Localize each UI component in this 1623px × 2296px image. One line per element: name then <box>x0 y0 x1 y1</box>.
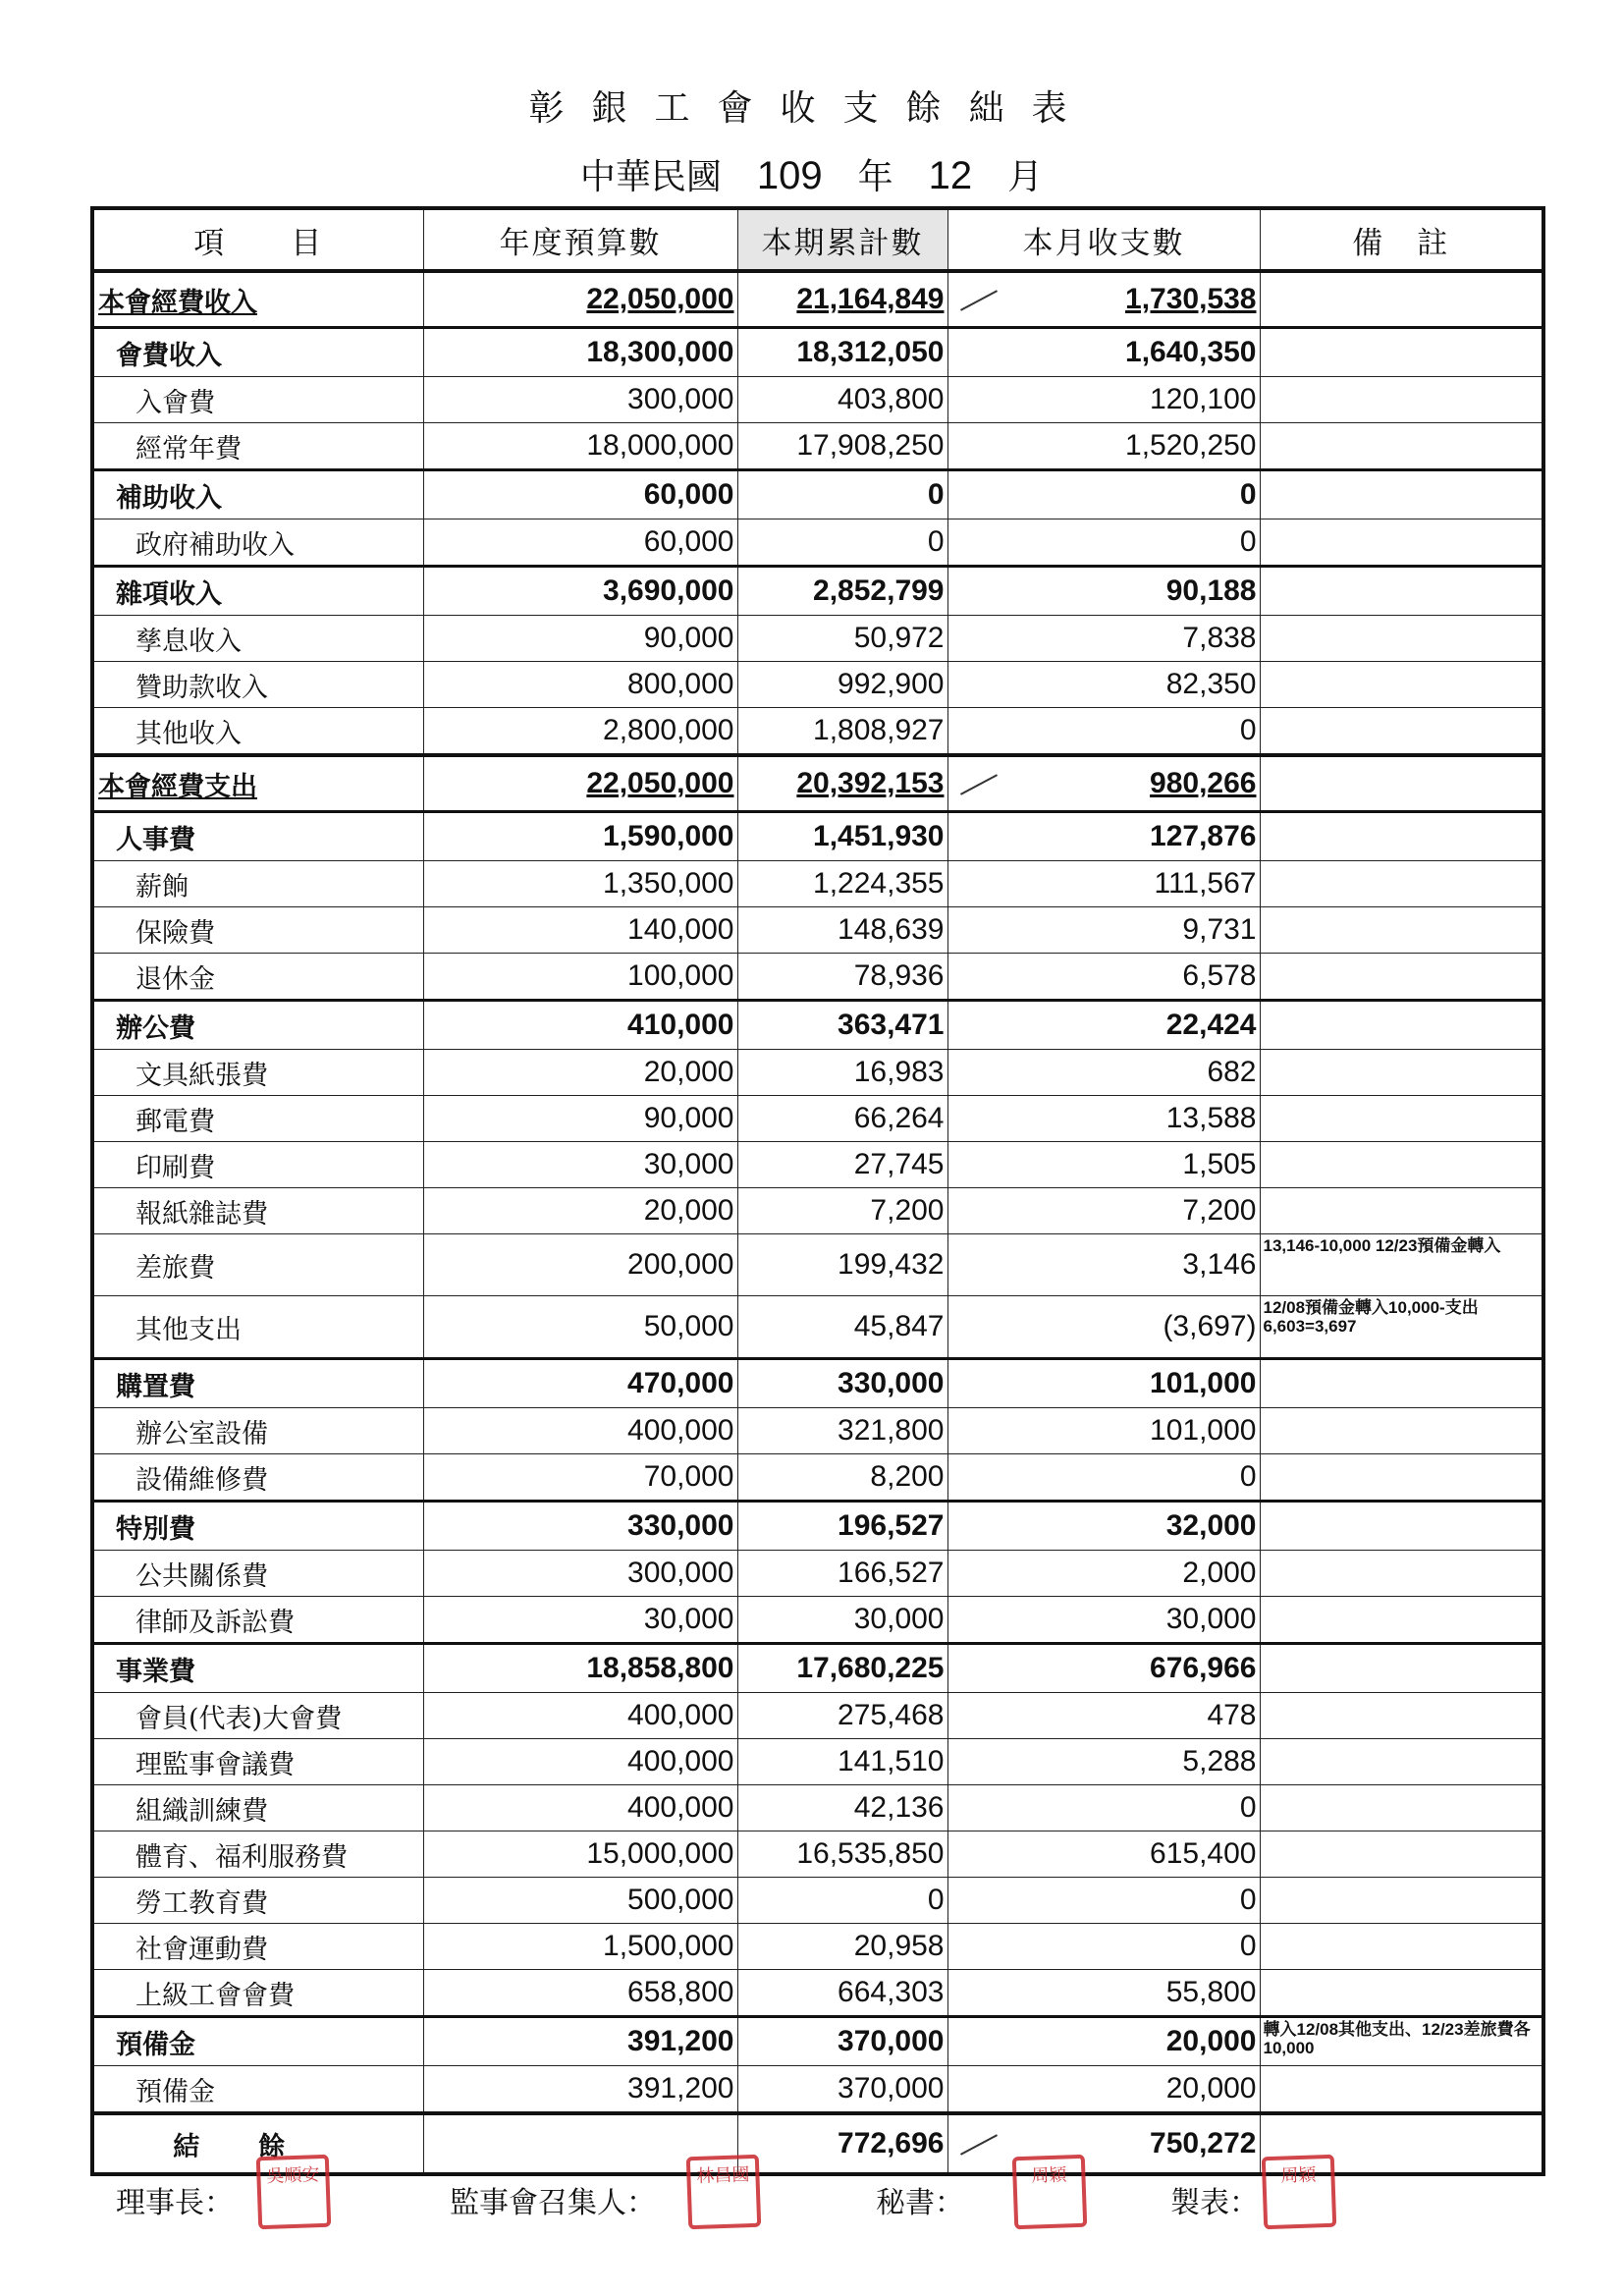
row-month: (3,697) <box>947 1296 1260 1359</box>
row-note <box>1260 519 1543 567</box>
row-budget: 1,500,000 <box>423 1924 737 1970</box>
row-cumulative: 20,958 <box>737 1924 947 1970</box>
row-note <box>1260 861 1543 907</box>
row-label: 事業費 <box>92 1644 423 1693</box>
row-budget: 22,050,000 <box>423 271 737 328</box>
row-note <box>1260 1050 1543 1096</box>
row-budget: 50,000 <box>423 1296 737 1359</box>
row-label: 郵電費 <box>92 1096 423 1142</box>
row-budget: 90,000 <box>423 616 737 662</box>
income-expense-table <box>90 206 1545 2176</box>
period-month-label: 月 <box>1007 157 1044 197</box>
seal-supervisor: 林昌國 <box>686 2155 762 2230</box>
row-cumulative: 7,200 <box>737 1188 947 1234</box>
row-month: 615,400 <box>947 1831 1260 1878</box>
row-month: 13,588 <box>947 1096 1260 1142</box>
row-month: 0 <box>947 1454 1260 1502</box>
row-note <box>1260 1924 1543 1970</box>
row-note <box>1260 1502 1543 1551</box>
row-label: 文具紙張費 <box>92 1050 423 1096</box>
row-month: 0 <box>947 519 1260 567</box>
row-label: 本會經費支出 <box>92 755 423 812</box>
table-row <box>92 1739 1543 1785</box>
row-budget: 330,000 <box>423 1502 737 1551</box>
row-note <box>1260 2066 1543 2114</box>
row-note <box>1260 423 1543 470</box>
row-label: 律師及訴訟費 <box>92 1597 423 1644</box>
table-row <box>92 567 1543 616</box>
row-note <box>1260 1096 1543 1142</box>
row-note <box>1260 271 1543 328</box>
row-budget: 18,000,000 <box>423 423 737 470</box>
row-month: 3,146 <box>947 1234 1260 1296</box>
table-row <box>92 662 1543 708</box>
row-cumulative: 66,264 <box>737 1096 947 1142</box>
row-label: 預備金 <box>92 2017 423 2066</box>
row-label: 社會運動費 <box>92 1924 423 1970</box>
row-month: 1,640,350 <box>947 328 1260 377</box>
row-note <box>1260 1644 1543 1693</box>
row-budget: 391,200 <box>423 2066 737 2114</box>
table-row <box>92 423 1543 470</box>
row-budget: 500,000 <box>423 1878 737 1924</box>
row-label: 退休金 <box>92 954 423 1001</box>
table-row <box>92 1359 1543 1408</box>
row-budget: 100,000 <box>423 954 737 1001</box>
row-month: 0 <box>947 1924 1260 1970</box>
row-cumulative: 50,972 <box>737 616 947 662</box>
row-month: 7,838 <box>947 616 1260 662</box>
table-row <box>92 1142 1543 1188</box>
row-label: 特別費 <box>92 1502 423 1551</box>
row-budget: 30,000 <box>423 1142 737 1188</box>
row-note <box>1260 812 1543 861</box>
row-cumulative: 275,468 <box>737 1693 947 1739</box>
row-cumulative: 992,900 <box>737 662 947 708</box>
row-month: 478 <box>947 1693 1260 1739</box>
row-month: 1,505 <box>947 1142 1260 1188</box>
header-cumulative: 本期累計數 <box>737 208 947 271</box>
row-label: 辦公費 <box>92 1001 423 1050</box>
row-label: 報紙雜誌費 <box>92 1188 423 1234</box>
row-budget: 300,000 <box>423 1551 737 1597</box>
row-note <box>1260 1693 1543 1739</box>
table-row <box>92 1878 1543 1924</box>
row-cumulative: 321,800 <box>737 1408 947 1454</box>
row-label: 差旅費 <box>92 1234 423 1296</box>
row-note <box>1260 377 1543 423</box>
row-cumulative: 1,451,930 <box>737 812 947 861</box>
row-month: 55,800 <box>947 1970 1260 2017</box>
row-label: 組織訓練費 <box>92 1785 423 1831</box>
table-row <box>92 1597 1543 1644</box>
row-budget: 3,690,000 <box>423 567 737 616</box>
row-month: 127,876 <box>947 812 1260 861</box>
row-cumulative: 30,000 <box>737 1597 947 1644</box>
row-note <box>1260 1831 1543 1878</box>
row-cumulative: 330,000 <box>737 1359 947 1408</box>
row-label: 體育、福利服務費 <box>92 1831 423 1878</box>
row-note: 13,146-10,000 12/23預備金轉入 <box>1260 1234 1543 1296</box>
row-note <box>1260 470 1543 519</box>
table-row <box>92 1502 1543 1551</box>
table-row <box>92 519 1543 567</box>
row-cumulative: 664,303 <box>737 1970 947 2017</box>
document-title: 彰銀工會收支餘絀表 <box>528 88 1095 129</box>
header-item: 項 目 <box>92 208 423 271</box>
row-budget: 400,000 <box>423 1693 737 1739</box>
row-cumulative: 370,000 <box>737 2066 947 2114</box>
row-budget: 90,000 <box>423 1096 737 1142</box>
row-budget: 470,000 <box>423 1359 737 1408</box>
row-note <box>1260 1188 1543 1234</box>
row-note <box>1260 1359 1543 1408</box>
table-row <box>92 1296 1543 1359</box>
row-month: 32,000 <box>947 1502 1260 1551</box>
table-row <box>92 1970 1543 2017</box>
row-budget: 60,000 <box>423 519 737 567</box>
row-month: 30,000 <box>947 1597 1260 1644</box>
row-budget: 70,000 <box>423 1454 737 1502</box>
row-label: 結餘 <box>92 2113 423 2174</box>
row-budget: 20,000 <box>423 1050 737 1096</box>
table-row <box>92 1096 1543 1142</box>
row-cumulative: 27,745 <box>737 1142 947 1188</box>
row-budget: 400,000 <box>423 1739 737 1785</box>
row-cumulative: 1,808,927 <box>737 708 947 756</box>
row-cumulative: 78,936 <box>737 954 947 1001</box>
row-label: 政府補助收入 <box>92 519 423 567</box>
row-cumulative: 45,847 <box>737 1296 947 1359</box>
table-row <box>92 271 1543 328</box>
row-label: 保險費 <box>92 907 423 954</box>
row-cumulative: 772,696 <box>737 2113 947 2174</box>
table-row <box>92 1551 1543 1597</box>
table-row <box>92 861 1543 907</box>
row-note <box>1260 1142 1543 1188</box>
row-label: 人事費 <box>92 812 423 861</box>
row-note <box>1260 662 1543 708</box>
row-cumulative: 196,527 <box>737 1502 947 1551</box>
table-row <box>92 1831 1543 1878</box>
row-month: 22,424 <box>947 1001 1260 1050</box>
table-row <box>92 470 1543 519</box>
row-budget: 22,050,000 <box>423 755 737 812</box>
table-row <box>92 1924 1543 1970</box>
row-note <box>1260 616 1543 662</box>
row-budget: 400,000 <box>423 1408 737 1454</box>
row-budget: 30,000 <box>423 1597 737 1644</box>
row-month: 20,000 <box>947 2017 1260 2066</box>
row-note <box>1260 1739 1543 1785</box>
row-budget: 1,590,000 <box>423 812 737 861</box>
seal-chairman: 吳順安 <box>256 2155 332 2230</box>
document-period <box>0 149 1623 199</box>
row-cumulative: 363,471 <box>737 1001 947 1050</box>
row-label: 其他支出 <box>92 1296 423 1359</box>
period-year-label: 年 <box>857 157 893 197</box>
row-label: 預備金 <box>92 2066 423 2114</box>
table-row <box>92 1454 1543 1502</box>
row-budget: 140,000 <box>423 907 737 954</box>
row-month: 2,000 <box>947 1551 1260 1597</box>
row-budget: 200,000 <box>423 1234 737 1296</box>
row-label: 雜項收入 <box>92 567 423 616</box>
table-row <box>92 1785 1543 1831</box>
row-budget: 400,000 <box>423 1785 737 1831</box>
signature-chairman: 理事長： <box>116 2186 234 2220</box>
row-cumulative: 141,510 <box>737 1739 947 1785</box>
header-month: 本月收支數 <box>947 208 1260 271</box>
table-row <box>92 1050 1543 1096</box>
row-label: 會費收入 <box>92 328 423 377</box>
seal-secretary: 周穎 <box>1012 2155 1088 2230</box>
row-cumulative: 166,527 <box>737 1551 947 1597</box>
row-cumulative: 17,908,250 <box>737 423 947 470</box>
table-row <box>92 1644 1543 1693</box>
row-label: 辦公室設備 <box>92 1408 423 1454</box>
header-note: 備 註 <box>1260 208 1543 271</box>
row-label: 薪餉 <box>92 861 423 907</box>
table-row <box>92 1693 1543 1739</box>
row-month: 101,000 <box>947 1408 1260 1454</box>
row-cumulative: 20,392,153 <box>737 755 947 812</box>
row-cumulative: 0 <box>737 519 947 567</box>
row-budget: 15,000,000 <box>423 1831 737 1878</box>
row-label: 印刷費 <box>92 1142 423 1188</box>
row-budget: 410,000 <box>423 1001 737 1050</box>
table-row <box>92 1188 1543 1234</box>
row-note: 12/08預備金轉入10,000-支出6,603=3,697 <box>1260 1296 1543 1359</box>
row-month: 750,272 <box>947 2113 1260 2174</box>
row-month: 9,731 <box>947 907 1260 954</box>
row-budget: 1,350,000 <box>423 861 737 907</box>
row-cumulative: 148,639 <box>737 907 947 954</box>
row-label: 勞工教育費 <box>92 1878 423 1924</box>
row-month: 676,966 <box>947 1644 1260 1693</box>
row-note <box>1260 567 1543 616</box>
row-note <box>1260 1551 1543 1597</box>
table-row <box>92 2066 1543 2114</box>
row-budget: 391,200 <box>423 2017 737 2066</box>
table-row <box>92 328 1543 377</box>
table-row <box>92 708 1543 756</box>
row-note <box>1260 328 1543 377</box>
row-label: 入會費 <box>92 377 423 423</box>
row-label: 會員(代表)大會費 <box>92 1693 423 1739</box>
table-row <box>92 1234 1543 1296</box>
row-label: 孳息收入 <box>92 616 423 662</box>
row-cumulative: 16,983 <box>737 1050 947 1096</box>
row-note <box>1260 1878 1543 1924</box>
row-cumulative: 17,680,225 <box>737 1644 947 1693</box>
period-year: 109 <box>756 154 823 197</box>
row-note: 轉入12/08其他支出、12/23差旅費各10,000 <box>1260 2017 1543 2066</box>
row-label: 購置費 <box>92 1359 423 1408</box>
row-cumulative: 16,535,850 <box>737 1831 947 1878</box>
row-month: 5,288 <box>947 1739 1260 1785</box>
row-budget: 300,000 <box>423 377 737 423</box>
table-row <box>92 2017 1543 2066</box>
row-label: 經常年費 <box>92 423 423 470</box>
row-cumulative: 403,800 <box>737 377 947 423</box>
row-month: 111,567 <box>947 861 1260 907</box>
row-budget: 18,858,800 <box>423 1644 737 1693</box>
row-cumulative: 370,000 <box>737 2017 947 2066</box>
row-month: 20,000 <box>947 2066 1260 2114</box>
signature-preparer: 製表： <box>1170 2186 1259 2220</box>
row-label: 其他收入 <box>92 708 423 756</box>
row-cumulative: 2,852,799 <box>737 567 947 616</box>
row-cumulative: 8,200 <box>737 1454 947 1502</box>
table-row <box>92 954 1543 1001</box>
row-cumulative: 199,432 <box>737 1234 947 1296</box>
row-label: 本會經費收入 <box>92 271 423 328</box>
row-label: 設備維修費 <box>92 1454 423 1502</box>
row-budget: 2,800,000 <box>423 708 737 756</box>
row-cumulative: 0 <box>737 1878 947 1924</box>
row-note <box>1260 1785 1543 1831</box>
row-budget: 18,300,000 <box>423 328 737 377</box>
table-row <box>92 616 1543 662</box>
row-note <box>1260 1001 1543 1050</box>
row-cumulative: 21,164,849 <box>737 271 947 328</box>
seal-preparer: 周穎 <box>1262 2155 1337 2230</box>
table-row <box>92 1001 1543 1050</box>
table-row <box>92 1408 1543 1454</box>
row-note <box>1260 1970 1543 2017</box>
row-month: 0 <box>947 470 1260 519</box>
row-note <box>1260 1454 1543 1502</box>
row-budget: 20,000 <box>423 1188 737 1234</box>
table-row <box>92 907 1543 954</box>
row-month: 0 <box>947 1878 1260 1924</box>
row-month: 1,520,250 <box>947 423 1260 470</box>
row-note <box>1260 1597 1543 1644</box>
row-month: 6,578 <box>947 954 1260 1001</box>
row-month: 980,266 <box>947 755 1260 812</box>
period-month: 12 <box>928 154 973 197</box>
row-note <box>1260 907 1543 954</box>
row-month: 1,730,538 <box>947 271 1260 328</box>
table-row <box>92 377 1543 423</box>
signature-supervisor: 監事會召集人： <box>450 2186 656 2220</box>
row-month: 101,000 <box>947 1359 1260 1408</box>
row-budget: 658,800 <box>423 1970 737 2017</box>
table-header-row <box>92 208 1543 271</box>
period-prefix: 中華民國 <box>579 157 722 197</box>
row-label: 理監事會議費 <box>92 1739 423 1785</box>
row-month: 0 <box>947 1785 1260 1831</box>
table-row <box>92 812 1543 861</box>
row-cumulative: 0 <box>737 470 947 519</box>
row-cumulative: 18,312,050 <box>737 328 947 377</box>
row-budget: 800,000 <box>423 662 737 708</box>
row-month: 0 <box>947 708 1260 756</box>
row-note <box>1260 708 1543 756</box>
row-label: 上級工會會費 <box>92 1970 423 2017</box>
row-cumulative: 1,224,355 <box>737 861 947 907</box>
row-note <box>1260 954 1543 1001</box>
row-label: 補助收入 <box>92 470 423 519</box>
row-note <box>1260 1408 1543 1454</box>
header-budget: 年度預算數 <box>423 208 737 271</box>
row-label: 公共關係費 <box>92 1551 423 1597</box>
signature-secretary: 秘書： <box>876 2186 964 2220</box>
row-note <box>1260 755 1543 812</box>
row-month: 682 <box>947 1050 1260 1096</box>
row-month: 82,350 <box>947 662 1260 708</box>
row-cumulative: 42,136 <box>737 1785 947 1831</box>
row-month: 90,188 <box>947 567 1260 616</box>
row-label: 贊助款收入 <box>92 662 423 708</box>
table-body <box>92 271 1543 2174</box>
table-row <box>92 755 1543 812</box>
row-month: 7,200 <box>947 1188 1260 1234</box>
row-month: 120,100 <box>947 377 1260 423</box>
row-budget: 60,000 <box>423 470 737 519</box>
